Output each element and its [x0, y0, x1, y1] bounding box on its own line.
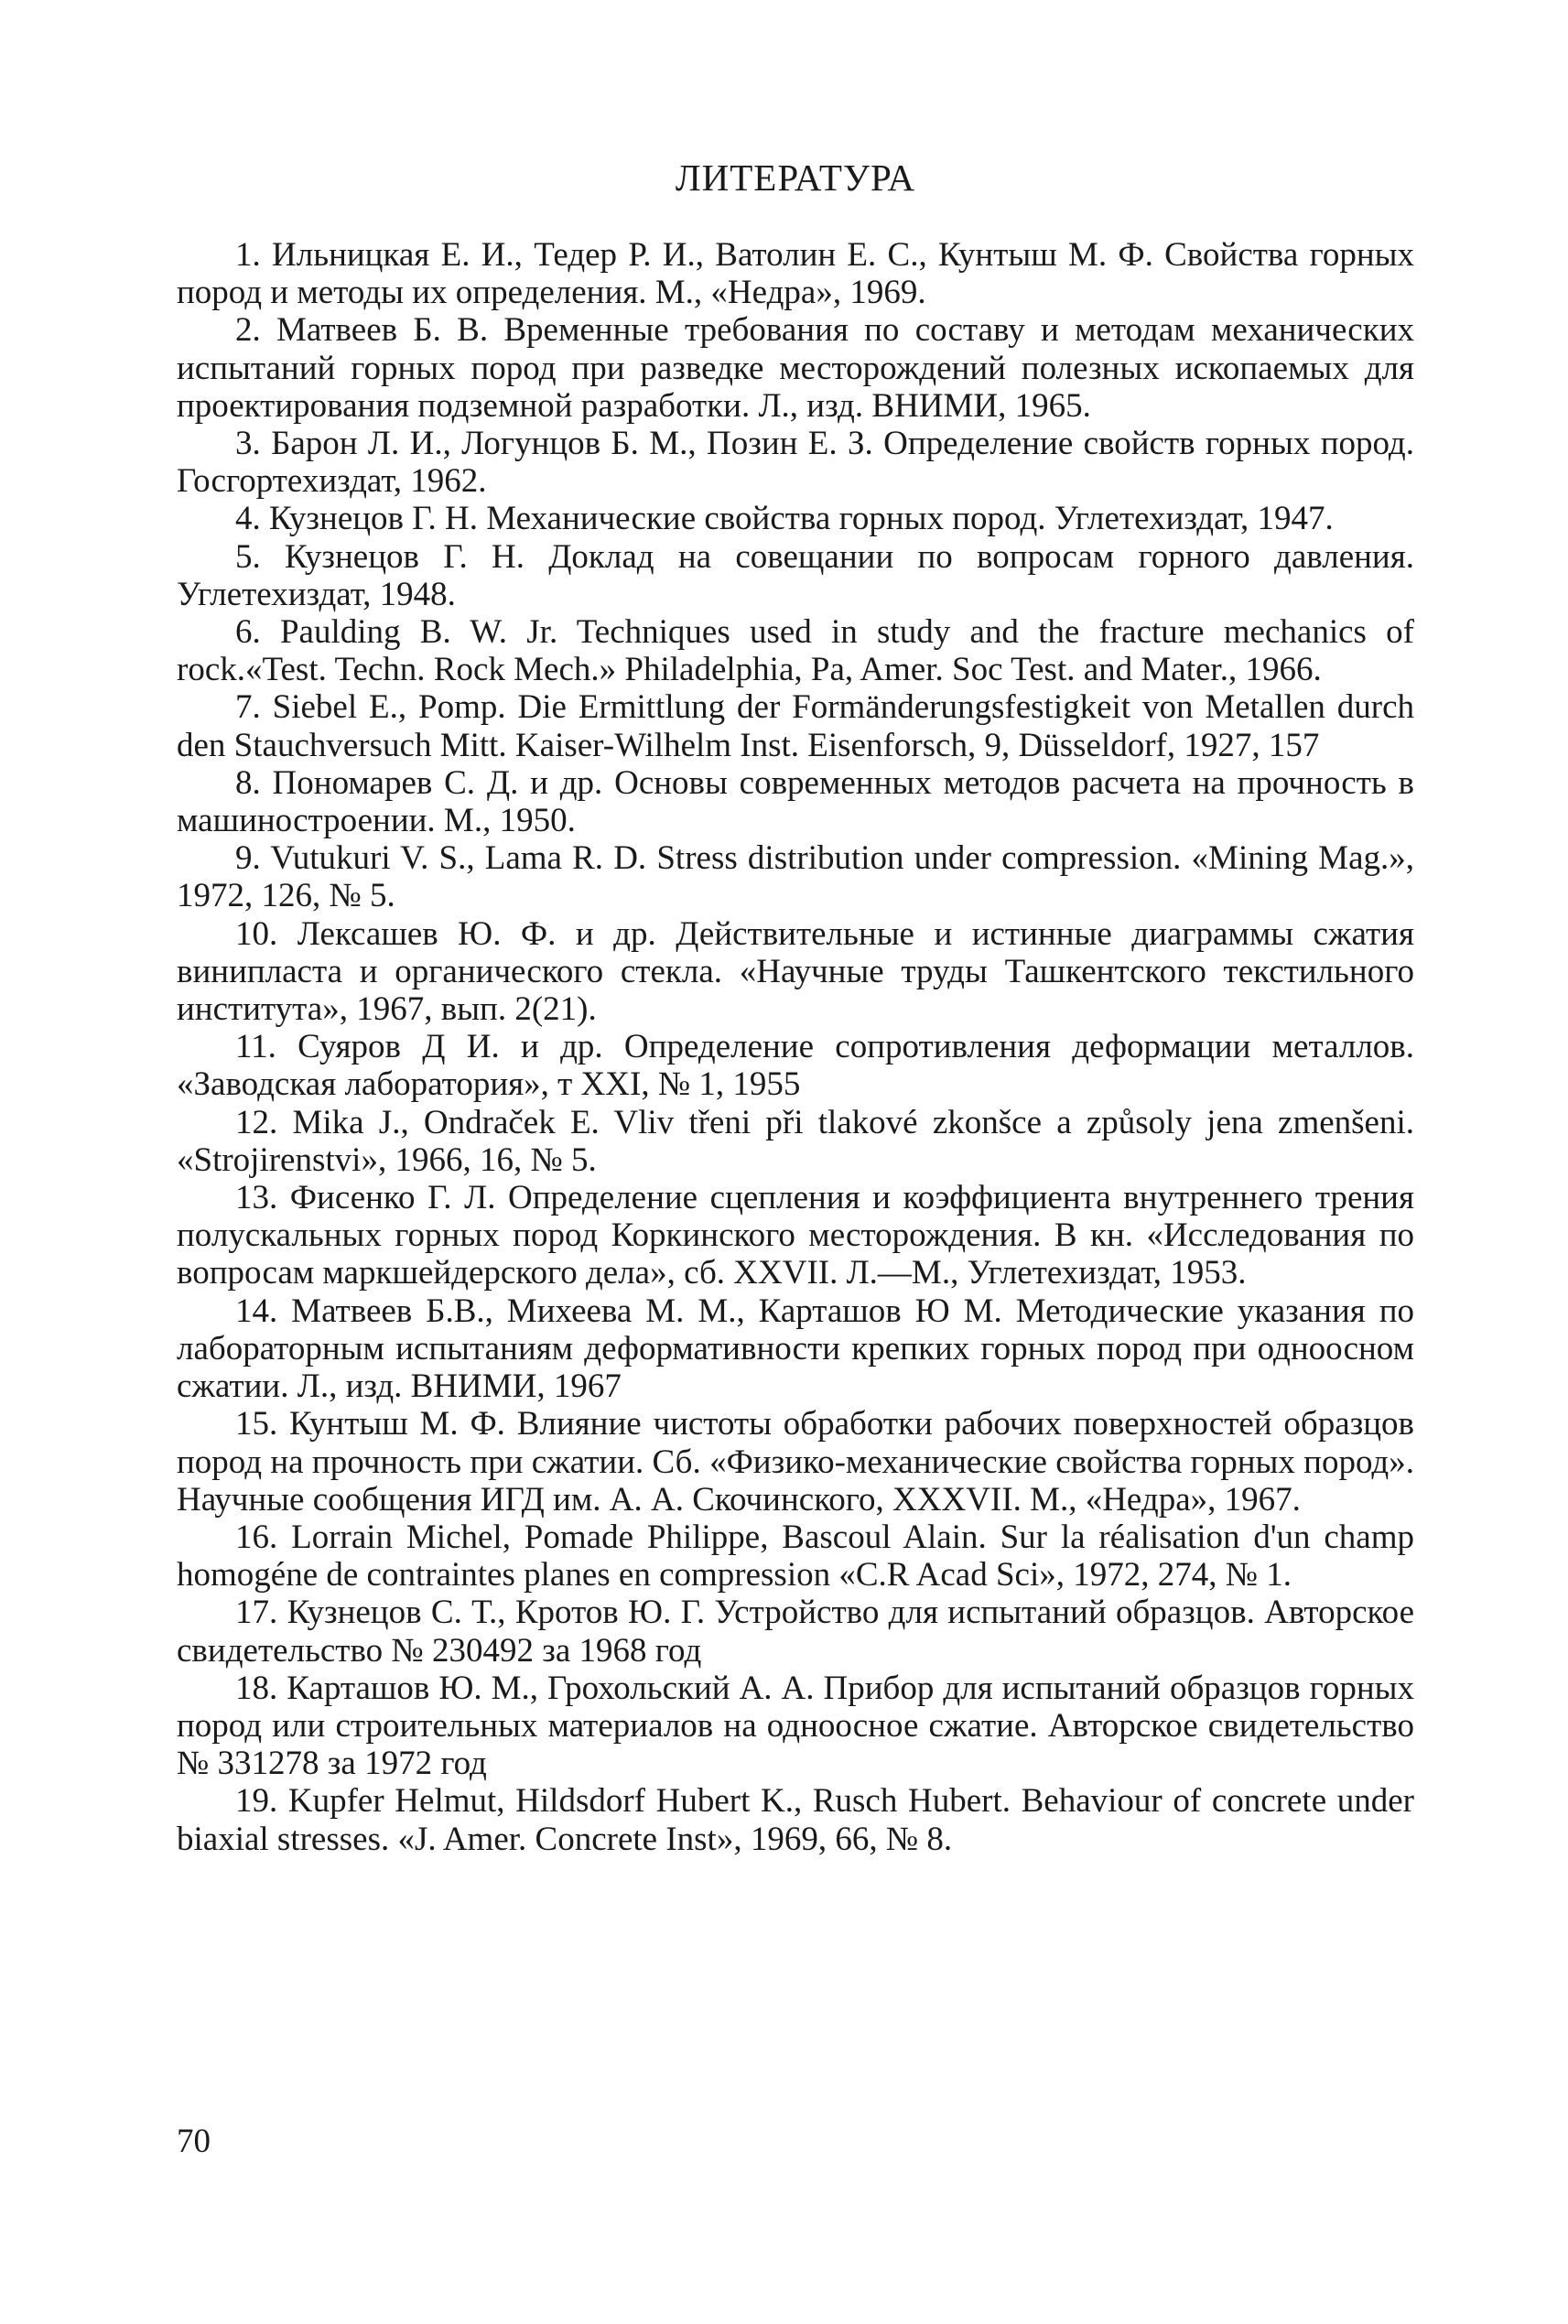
page-content: [177, 156, 1414, 1858]
reference-item-12: 12. Mika J., Ondraček E. Vliv třeni při tlakové zkonšce a způsoly jena zmenšeni. «Strojirenstvi», 1966, 16, № 5.: [177, 1103, 1414, 1179]
reference-item-3: 3. Барон Л. И., Логунцов Б. М., Позин Е. З. Определение свойств горных пород. Госгортехиздат, 1962.: [177, 425, 1414, 501]
page-title: ЛИТЕРАТУРА: [675, 157, 916, 199]
reference-item-6: 6. Paulding B. W. Jr. Techniques used in study and the fracture mechanics of rock.«Test. Techn. Rock Mech.» Philadelphia, Pa, Amer. Soc Test. and Mater., 1966.: [177, 613, 1414, 689]
reference-item-17: 17. Кузнецов С. Т., Кротов Ю. Г. Устройство для испытаний образцов. Авторское свидетельство № 230492 за 1968 год: [177, 1594, 1414, 1670]
reference-list: [177, 236, 1414, 1858]
reference-item-1: 1. Ильницкая Е. И., Тедер Р. И., Ватолин Е. С., Кунтыш М. Ф. Свойства горных пород и методы их определения. М., «Недра», 1969.: [177, 236, 1414, 312]
reference-item-4: 4. Кузнецов Г. Н. Механические свойства горных пород. Углетехиздат, 1947.: [235, 500, 1334, 538]
reference-item-16: 16. Lorrain Michel, Pomade Philippe, Bascoul Alain. Sur la réalisation d'un champ homogéne de contraintes planes en compression «C.R Acad Sci», 1972, 274, № 1.: [177, 1518, 1414, 1594]
reference-item-9: 9. Vutukuri V. S., Lama R. D. Stress distribution under compression. «Mining Mag.», 1972, 126, № 5.: [177, 839, 1414, 915]
reference-item-10: 10. Лексашев Ю. Ф. и др. Действительные и истинные диаграммы сжатия винипласта и органического стекла. «Научные труды Ташкентского текстильного института», 1967, вып. 2(21).: [177, 914, 1414, 1029]
reference-item-19: 19. Kupfer Helmut, Hildsdorf Hubert K., Rusch Hubert. Behaviour of concrete under biaxial stresses. «J. Amer. Concrete Inst», 1969, 66, № 8.: [177, 1782, 1414, 1858]
reference-item-5: 5. Кузнецов Г. Н. Доклад на совещании по вопросам горного давления. Углетехиздат, 1948.: [177, 537, 1414, 613]
reference-item-14: 14. Матвеев Б.В., Михеева М. М., Карташов Ю М. Методические указания по лабораторным испытаниям деформативности крепких горных пород при одноосном сжатии. Л., изд. ВНИМИ, 1967: [177, 1292, 1414, 1406]
reference-item-8: 8. Пономарев С. Д. и др. Основы современных методов расчета на прочность в машиностроении. М., 1950.: [177, 763, 1414, 840]
reference-item-7: 7. Siebel E., Pomp. Die Ermittlung der Formänderungsfestigkeit von Metallen durch den Stauchversuch Mitt. Kaiser-Wilhelm Inst. Eisenforsch, 9, Düsseldorf, 1927, 157: [177, 688, 1414, 764]
reference-item-15: 15. Кунтыш М. Ф. Влияние чистоты обработки рабочих поверхностей образцов пород на прочность при сжатии. Сб. «Физико-механические свойства горных пород». Научные сообщения ИГД им. А. А. Скочинского, XXXVII. М., «Недра», 1967.: [177, 1405, 1414, 1519]
reference-item-13: 13. Фисенко Г. Л. Определение сцепления и коэффициента внутреннего трения полускальных горных пород Коркинского месторождения. В кн. «Исследования по вопросам маркшейдерского дела», сб. XXVII. Л.—М., Углетехиздат, 1953.: [177, 1179, 1414, 1292]
reference-item-11: 11. Суяров Д И. и др. Определение сопротивления деформации металлов. «Заводская лаборатория», т XXI, № 1, 1955: [177, 1028, 1414, 1104]
reference-item-2: 2. Матвеев Б. В. Временные требования по составу и методам механических испытаний горных пород при разведке месторождений полезных ископаемых для проектирования подземной разработки. Л., изд. ВНИМИ, 1965.: [177, 311, 1414, 425]
page-number: 70: [177, 2123, 211, 2160]
reference-item-18: 18. Карташов Ю. М., Грохольский А. А. Прибор для испытаний образцов горных пород или строительных материалов на одноосное сжатие. Авторское свидетельство № 331278 за 1972 год: [177, 1669, 1414, 1783]
